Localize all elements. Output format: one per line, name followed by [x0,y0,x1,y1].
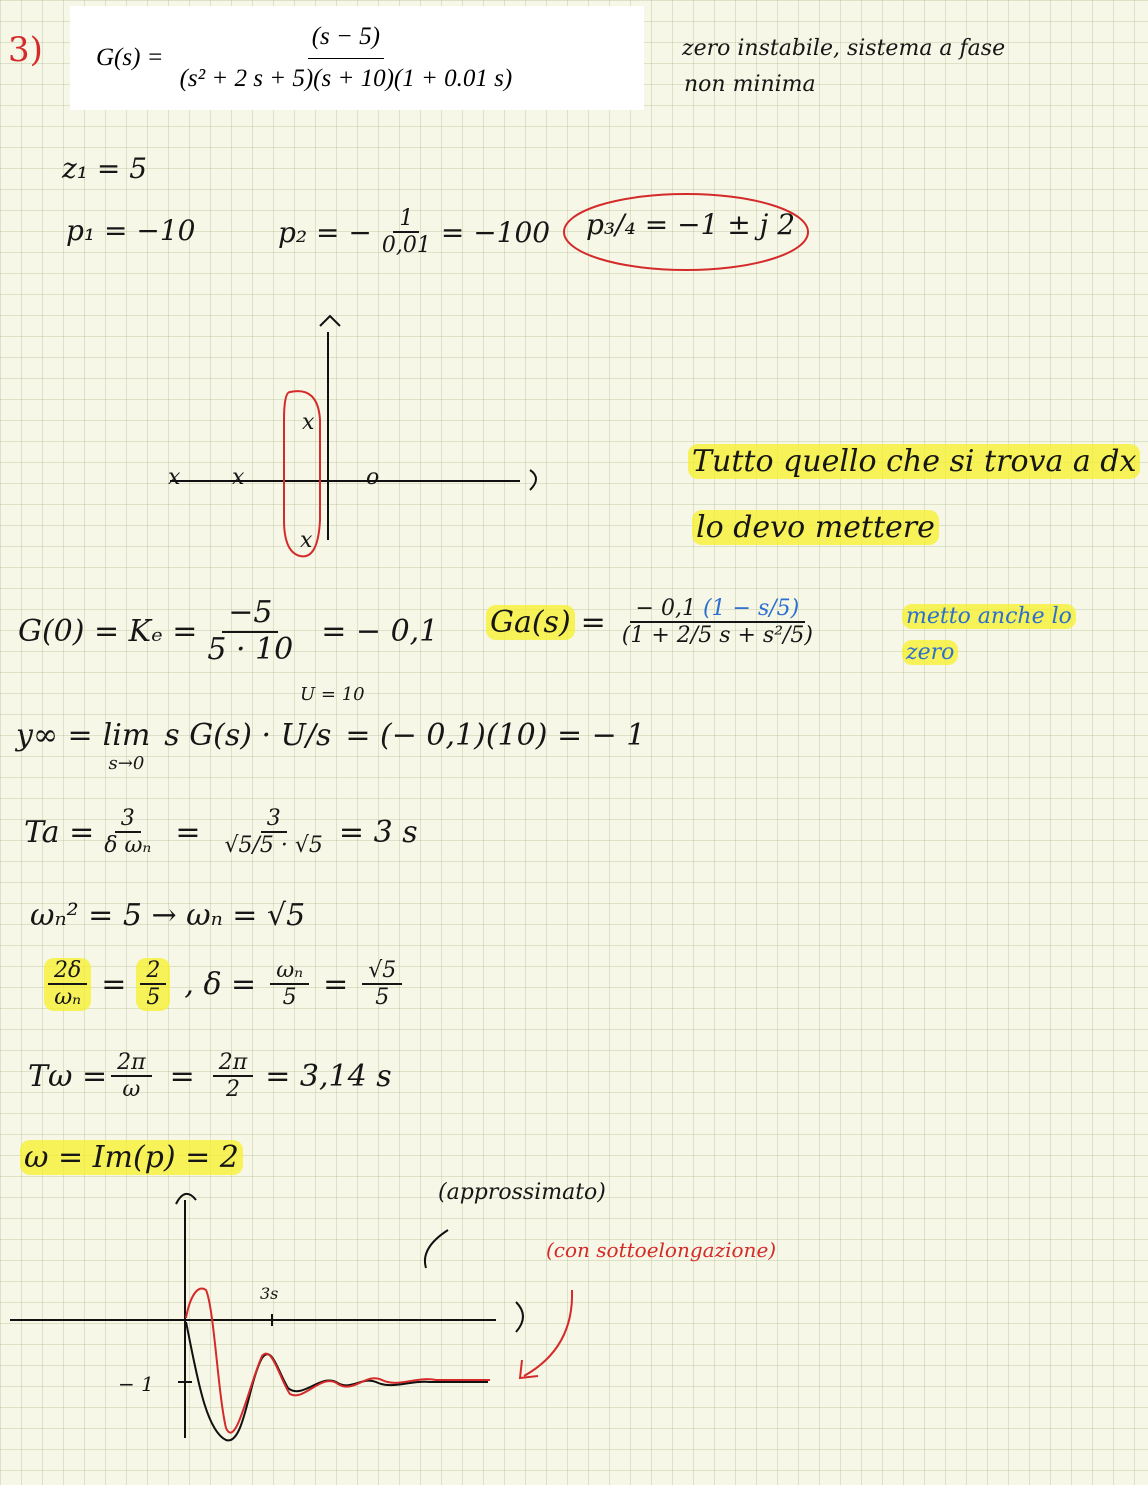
gain-lhs: G(0) = Kₑ = [18,614,198,649]
pole-mark-upper: x [302,410,315,435]
damping-eq2: = [323,966,349,1002]
period-den2: 2 [226,1077,240,1103]
period-num1: 2π [111,1050,151,1077]
gain-note-line2-text: zero [902,640,958,665]
pole-mark-lower: x [300,528,313,553]
omega-text: ω = Im(p) = 2 [20,1140,243,1175]
red-response-curve [186,1288,490,1432]
red-arrow-icon [520,1290,572,1378]
damping-den-rhs: 5 [146,985,161,1011]
period-num2: 2π [213,1050,253,1077]
pz-real-arrow-icon [530,470,536,490]
pole-p2-num: 1 [393,206,419,233]
tick-x-label: 3s [260,1284,279,1303]
final-value-lhs: y∞ = [16,718,93,753]
transfer-function-lhs: G(s) = [96,44,164,71]
period-eq: = [169,1058,195,1094]
plot-x-arrow-icon [516,1302,523,1332]
ga-den: (1 + 2/5 s + s²/5) [621,623,814,649]
transfer-function-denominator: (s² + 2 s + 5)(s + 10)(1 + 0.01 s) [179,64,513,92]
black-response-curve [186,1322,488,1440]
red-curve-label: (con sottoelongazione) [546,1238,777,1262]
ga-label: Ga(s) [486,605,575,640]
ga-num-blue: (1 − s/5) [702,596,800,621]
damping-num4: √5 [362,958,402,985]
ga-eq: = [580,604,606,640]
approx-arrow-icon [425,1230,448,1268]
damping-num-rhs: 2 [140,958,166,985]
gain-num: −5 [222,596,278,633]
settling-num2: 3 [261,806,287,833]
period-lhs: Tω = [28,1058,108,1094]
approx-label: (approssimato) [438,1180,606,1205]
transfer-function-numerator: (s − 5) [308,21,384,59]
pole-p1: p₁ = −10 [66,214,196,247]
side-note-line2: non minima [684,72,816,97]
highlight-note-line2-text: lo devo mettere [692,510,939,545]
period-den1: ω [122,1077,141,1103]
zero-mark: o [366,465,380,490]
damping-den3: 5 [282,985,297,1011]
pz-imag-arrow-icon [320,316,340,326]
damping-eq: = [101,966,127,1002]
poles-p34: p₃/₄ = −1 ± j 2 [586,208,796,241]
settling-eq: = [175,814,201,850]
p34-circle [564,194,808,270]
wn-line: ωₙ² = 5 → ωₙ = √5 [30,898,306,933]
pz-red-loop [284,391,320,556]
pole-p2-den: 0,01 [381,233,431,259]
gain-note-line1-text: metto anche lo [902,604,1076,629]
damping-num-hl: 2δ [48,958,87,985]
pole-p2-suffix: = −100 [440,215,551,249]
pole-p2-prefix: p₂ = − [278,215,372,249]
final-value-lim-word: lim [102,718,151,753]
settling-result: = 3 s [338,814,418,850]
damping-den4: 5 [375,985,390,1011]
tick-y-label: − 1 [118,1372,154,1396]
period-result: = 3,14 s [265,1058,392,1094]
damping-den-hl: ωₙ [54,985,82,1011]
settling-lhs: Ta = [24,814,95,850]
damping-num3: ωₙ [270,958,309,985]
settling-num1: 3 [115,806,141,833]
final-value-result: = (− 0,1)(10) = − 1 [345,718,646,753]
pole-mark-left: x [168,465,181,490]
highlight-note-line1-text: Tutto quello che si trova a dx [688,444,1140,479]
damping-delta-lhs: , δ = [184,966,257,1002]
final-value-u-note: U = 10 [300,684,365,705]
settling-den2: √5/5 · √5 [224,833,323,859]
gain-den: 5 · 10 [207,631,294,667]
settling-den1: δ ωₙ [104,833,152,859]
problem-number: 3) [8,30,43,70]
gain-result: = − 0,1 [321,614,439,649]
pole-mark-mid: x [232,465,245,490]
zero-z1: z₁ = 5 [62,152,148,185]
ga-num-black: − 0,1 [635,596,696,621]
side-note-line1: zero instabile, sistema a fase [682,36,1006,61]
final-value-lim-sub: s→0 [108,753,145,774]
final-value-expr: s G(s) · U/s [164,718,332,753]
